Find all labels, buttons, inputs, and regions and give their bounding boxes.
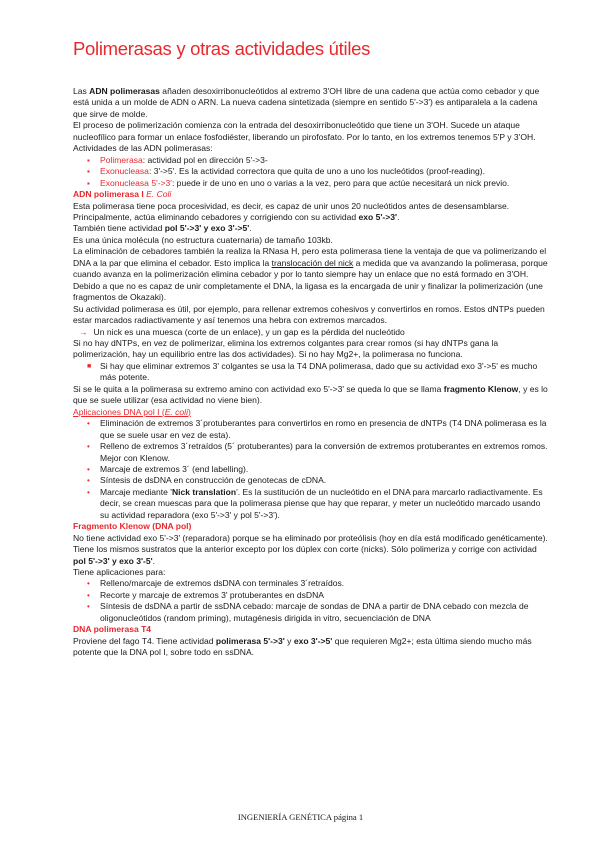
t4-paragraph-1 — [73, 636, 551, 659]
list-item — [73, 155, 551, 166]
list-item — [73, 418, 551, 441]
text: Marcaje mediante ' — [100, 486, 172, 497]
klenow-paragraph-2: Tiene aplicaciones para: — [73, 567, 166, 578]
list-item — [73, 487, 551, 521]
text: Proviene del fago T4. Tiene actividad — [73, 635, 216, 646]
text: E. Coli — [146, 189, 172, 200]
text: E. coli — [164, 406, 188, 417]
text: La eliminación de cebadores también la realiza la RNasa H, pero esta polimerasa tiene la ventaja de que va polimerizando el DNA a la par que elimina el cebador. Esto implica la — [73, 246, 547, 268]
apps-list — [73, 418, 551, 521]
bold-term: fragmento Klenow — [443, 383, 519, 394]
section-heading-t4: DNA polimerasa T4 — [73, 624, 152, 635]
bold-term: pol 5'->3' y exo 3'->5' — [164, 223, 250, 234]
text: Síntesis de dsDNA a partir de ssDNA cebado: marcaje de sondas de DNA a partir de DNA cebado con mezcla de oligonucleótidos (random priming), mutagénesis dirigida in vitro, secuenciación de DNA — [100, 601, 529, 623]
underlined-term: translocación del nick — [271, 257, 354, 268]
text: ADN polimerasa I — [73, 189, 147, 200]
text: Esta polimerasa tiene poca procesividad, es decir, es capaz de unir unos 20 nucleótidos antes de desensamblarse. Principalmente, actúa eliminando cebadores y corrigiendo con su actividad — [73, 200, 510, 222]
desc: : actividad pol en dirección 5'->3- — [142, 154, 268, 165]
pol1-paragraph-6: Si no hay dNTPs, en vez de polimerizar, elimina los extremos colgantes para crear romos (si hay dNTPs gana la polimerización, hay un equilibrio entre las dos actividades). Si no hay Mg2+, la polimerasa no funciona. — [73, 337, 499, 360]
list-item — [73, 578, 551, 589]
square-bullet-icon: ▪ — [87, 178, 90, 188]
text: Las — [73, 86, 90, 96]
dot-bullet-icon: • — [87, 419, 90, 429]
text: Relleno de extremos 3´retraídos (5´ protuberantes) para la conversión de extremos protuberantes en extremos romos. Mejor con Klenow. — [100, 441, 548, 463]
text: ) — [187, 406, 191, 417]
desc: : puede ir de uno en uno o varias a la vez, pero para que actúe necesitará un nick previo. — [171, 177, 510, 188]
text: Si hay que eliminar extremos 3' colgantes se usa la T4 DNA polimerasa, dado que su actividad exo 3'->5' es mucho más potente. — [100, 360, 538, 383]
text: Relleno/marcaje de extremos dsDNA con terminales 3´retraídos. — [100, 578, 345, 589]
activities-list — [73, 155, 551, 189]
text: y — [284, 635, 294, 646]
pol1-paragraph-7 — [73, 384, 551, 407]
text: Marcaje de extremos 3´ (end labelling). — [100, 463, 249, 474]
bold-term: exo 3'->5' — [293, 635, 333, 646]
page-footer: INGENIERÍA GENÉTICA página 1 — [237, 812, 364, 822]
section-heading-klenow: Fragmento Klenow (DNA pol) — [73, 521, 192, 532]
text: que requieren Mg2+; esta última siendo mucho más potente que la DNA pol I, sobre todo en ssDNA. — [73, 635, 532, 658]
dot-bullet-icon: • — [87, 464, 90, 474]
pol1-paragraph-3: Es una única molécula (no estructura cuaternaria) de tamaño 103kb. — [73, 234, 333, 245]
dot-bullet-icon: • — [87, 602, 90, 612]
text: No tiene actividad exo 5'->3' (reparadora) porque se ha eliminado por proteólisis (hoy en día está modificado genéticamente). Tiene los mismos sustratos que la anterior excepto por los dúplex con corte (nicks). Sólo polimeriza y corrige con actividad — [73, 532, 548, 555]
bold-term: exo 5'->3' — [358, 211, 398, 222]
intro-paragraph-2: El proceso de polimerización comienza con la entrada del desoxirribonucleótido que tiene un 3'OH. Sucede un ataque nucleofílico para formar un enlace fosfodiéster, liberando un pirofosfato. Por lo tanto, en los extremos tenemos 5'P y 3'OH. — [73, 120, 536, 142]
section-heading-pol1 — [73, 189, 551, 200]
text: Aplicaciones DNA pol I ( — [73, 406, 165, 417]
dot-bullet-icon: • — [87, 476, 90, 486]
text: Eliminación de extremos 3´protuberantes para convertirlos en romo en presencia de dNTPs (T4 DNA polimerasa es la que se suele usar en vez de esta). — [100, 418, 547, 440]
text: , y es lo que se suele utilizar (esa actividad no viene bien). — [73, 383, 548, 406]
dot-bullet-icon: • — [87, 590, 90, 600]
list-item — [73, 590, 551, 601]
text: '. Es la sustitución de un nucleótido en el DNA para marcarlo radiactivamente. Es decir, se crean muescas para que la polimerasa piense que hay que reparar, y meter un nucleótido marcado usando su actividad reparadora (exo 5'->3' y pol 5'->3'). — [100, 486, 543, 520]
text: . — [397, 211, 400, 222]
bold-term: polimerasa 5'->3' — [215, 635, 285, 646]
text: añaden desoxirribonucleótidos al extremo 3'OH libre de una cadena que actúa como cebador y que está unida a un molde de ADN o ARN. La nueva cadena sintetizada (siempre en sentido 5'->3') es antiparalela a la cadena que sirve de molde. — [73, 86, 540, 119]
right-arrow-icon: → — [79, 326, 88, 337]
bold-term: Nick translation — [171, 486, 237, 497]
nick-note — [73, 327, 551, 338]
text: Si se le quita a la polimerasa su extremo amino con actividad exo 5'->3' se queda lo que se llama — [73, 383, 444, 394]
klenow-apps-list — [73, 578, 551, 624]
klenow-paragraph-1 — [73, 533, 551, 567]
text: Recorte y marcaje de extremos 3' protuberantes en dsDNA — [100, 589, 324, 600]
list-item — [73, 178, 551, 189]
text: Un nick es una muesca (corte de un enlace), y un gap es la pérdida del nucleótido — [93, 326, 405, 337]
term: Exonucleasa 5'->3' — [100, 177, 172, 188]
bold-term: ADN polimerasas — [89, 86, 160, 96]
desc: : 3'->5'. Es la actividad correctora que quita de uno a uno los nucleótidos (proof-reading). — [148, 166, 486, 177]
list-item — [73, 361, 551, 384]
dot-bullet-icon: • — [87, 442, 90, 452]
pol1-paragraph-1 — [73, 201, 551, 224]
text: . — [249, 223, 252, 234]
list-item — [73, 601, 551, 624]
intro-paragraph-3: Actividades de las ADN polimerasas: — [73, 143, 213, 154]
text: También tiene actividad — [73, 223, 165, 234]
square-bullet-icon: ■ — [87, 362, 92, 370]
bold-term: pol 5'->3' y exo 3'-5' — [73, 555, 153, 566]
apps-heading — [73, 407, 551, 418]
pol1-paragraph-5: Su actividad polimerasa es útil, por ejemplo, para rellenar extremos cohesivos y convertirlos en romos. Estos dNTPs pueden estar marcados radiactivamente y así tenemos una hebra con extremos marcados. — [73, 303, 545, 326]
document-body — [73, 86, 551, 659]
text: . — [152, 555, 155, 566]
list-item — [73, 464, 551, 475]
list-item — [73, 441, 551, 464]
text: Síntesis de dsDNA en construcción de genotecas de cDNA. — [100, 475, 327, 486]
pol1-paragraph-2 — [73, 223, 551, 234]
dot-bullet-icon: • — [87, 487, 90, 497]
square-bullet-icon: ▪ — [87, 167, 90, 177]
pol1-paragraph-4 — [73, 246, 551, 303]
list-item — [73, 475, 551, 486]
term: Polimerasa — [100, 154, 143, 165]
text: a medida que va avanzando la polimerasa, porque cuando avanza en la polimerización elimina cebador y por lo tanto siempre hay un enlace que no está formado en 3'OH. Debido a que no es capaz de unir completamente el DNA, la ligasa es la encargada de unir y finalizar la polimerización (une fragmentos de Okazaki). — [73, 257, 548, 303]
square-bullet-icon: ▪ — [87, 155, 90, 165]
t4-note-list — [73, 361, 551, 384]
dot-bullet-icon: • — [87, 579, 90, 589]
intro-paragraph-1 — [73, 86, 551, 120]
document-title: Polimerasas y otras actividades útiles — [73, 38, 371, 59]
term: Exonucleasa — [100, 166, 149, 177]
list-item — [73, 166, 551, 177]
